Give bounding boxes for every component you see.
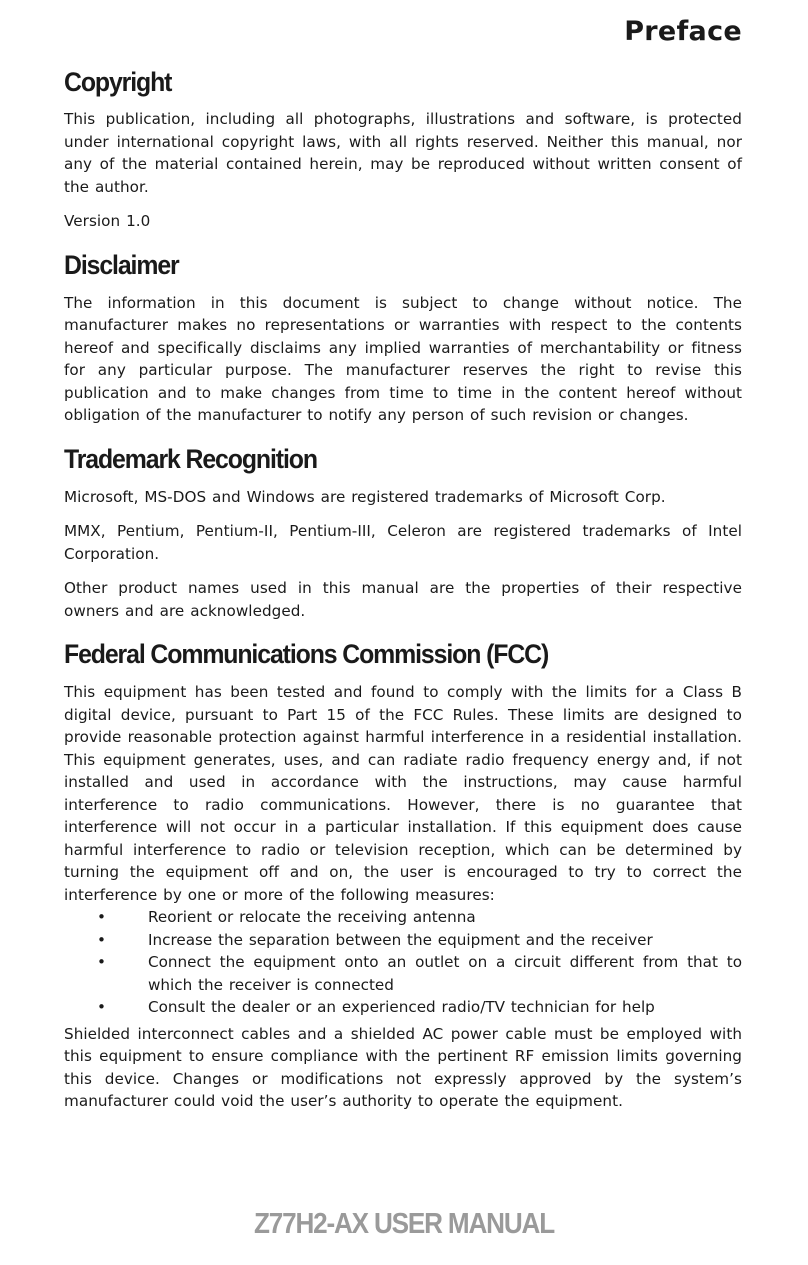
bullet-icon: • xyxy=(97,930,106,949)
disclaimer-section xyxy=(64,247,742,427)
fcc-heading: Federal Communications Commission (FCC) xyxy=(64,639,549,669)
trademark-paragraph: Other product names used in this manual are the properties of their respective owners and are acknowledged. xyxy=(64,579,742,620)
fcc-closing-paragraph: Shielded interconnect cables and a shielded AC power cable must be employed with this equipment to ensure compliance with the pertinent RF emission limits governing this device. Changes or modifications not expressly approved by the system’s manufacturer could void the user’s authority to operate the equipment. xyxy=(64,1024,742,1110)
fcc-measures-list xyxy=(64,906,742,1019)
list-item xyxy=(64,906,742,929)
page-content xyxy=(64,64,742,1113)
list-item xyxy=(64,996,742,1019)
manual-title-footer: Z77H2-AX USER MANUAL xyxy=(253,1208,554,1240)
bullet-icon: • xyxy=(97,908,106,926)
list-item-text: Consult the dealer or an experienced radio/TV technician for help xyxy=(148,998,655,1016)
list-item-text: Increase the separation between the equipment and the receiver xyxy=(148,930,653,949)
trademark-section xyxy=(64,441,742,623)
disclaimer-heading: Disclaimer xyxy=(64,249,179,280)
list-item-text: Reorient or relocate the receiving antenna xyxy=(148,908,476,926)
page-header-preface: Preface xyxy=(624,16,742,47)
bullet-icon: • xyxy=(97,998,106,1016)
copyright-section xyxy=(64,64,742,233)
list-item xyxy=(64,929,742,952)
fcc-section xyxy=(64,636,742,1113)
disclaimer-paragraph: The information in this document is subject to change without notice. The manufacturer makes no representations or warranties with respect to the contents hereof and specifically disclaims any implied warranties of merchantability or fitness for any particular purpose. The manufacturer reserves the right to revise this publication and to make changes from time to time in the content hereof without obligation of the manufacturer to notify any person of such revision or changes. xyxy=(64,293,742,424)
trademark-heading: Trademark Recognition xyxy=(64,443,317,474)
copyright-heading: Copyright xyxy=(64,67,172,97)
version-text: Version 1.0 xyxy=(64,212,151,230)
list-item-text: Connect the equipment onto an outlet on a circuit different from that to which the receiver is connected xyxy=(148,953,742,994)
trademark-paragraph: MMX, Pentium, Pentium-II, Pentium-III, Celeron are registered trademarks of Intel Corporation. xyxy=(64,522,742,563)
bullet-icon: • xyxy=(97,953,106,971)
list-item xyxy=(64,951,742,996)
copyright-paragraph: This publication, including all photographs, illustrations and software, is protected under international copyright laws, with all rights reserved. Neither this manual, nor any of the material contained herein, may be reproduced without written consent of the author. xyxy=(64,110,742,196)
fcc-paragraph: This equipment has been tested and found to comply with the limits for a Class B digital device, pursuant to Part 15 of the FCC Rules. These limits are designed to provide reasonable protection against harmful interference in a residential installation. This equipment generates, uses, and can radiate radio frequency energy and, if not installed and used in accordance with the instructions, may cause harmful interference to radio communications. However, there is no guarantee that interference will not occur in a particular installation. If this equipment does cause harmful interference to radio or television reception, which can be determined by turning the equipment off and on, the user is encouraged to try to correct the interference by one or more of the following measures: xyxy=(64,683,742,904)
trademark-paragraph: Microsoft, MS-DOS and Windows are registered trademarks of Microsoft Corp. xyxy=(64,487,666,506)
